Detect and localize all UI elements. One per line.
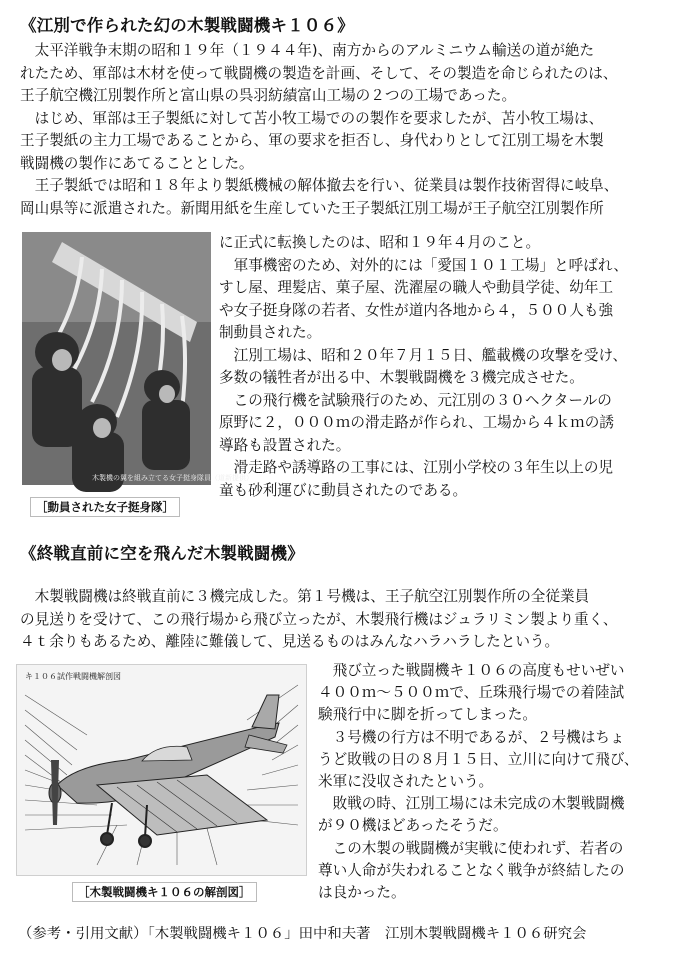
text-line: の見送りを受けて、この飛行場から飛び立ったが、木製飛行機はジュラリミン製より重く、 [20,610,618,628]
text-line: この飛行機を試験飛行のため、元江別の３０ヘクタールの [219,391,612,409]
text-line: 江別工場は、昭和２０年７月１５日、艦載機の攻撃を受け、 [219,346,628,364]
text-line: 王子製紙では昭和１８年より製紙機械の解体撤去を行い、従業員は製作技術習得に岐阜、 [20,177,619,194]
photo-caption: ［動員された女子挺身隊］ [30,497,180,517]
text-line: や女子挺身隊の若者、女性が道内各地から４，５００人も強 [219,301,614,319]
text-line: 太平洋戦争末期の昭和１９年（１９４４年)、南方からのアルミニウム輸送の道が絶た [20,42,595,59]
text-line: に正式に転換したのは、昭和１９年４月のこと。 [219,234,541,251]
section1-intro [20,40,618,220]
aircraft-cutaway-diagram [16,664,307,876]
text-line: 飛び立った戦闘機キ１０６の高度もせいぜい [318,662,625,679]
text-line: 岡山県等に派遣された。新聞用紙を生産していた王子製紙江別工場が王子航空江別製作所 [20,199,604,217]
text-line: は良かった。 [318,884,406,902]
text-line: 軍事機密のため、対外的には「愛国１０１工場」と呼ばれ、 [219,256,628,274]
text-line: ４００ｍ〜５００ｍで、丘珠飛行場での着陸試 [318,684,625,702]
text-line: が９０機ほどあったそうだ。 [318,817,508,835]
reference-citation: （参考・引用文献）「木製戦闘機キ１０６」田中和夫著 江別木製戦闘機キ１０６研究会 [18,926,587,942]
workers-photo [22,232,253,485]
text-line: この木製の戦闘機が実戦に使われず、若者の [318,839,624,857]
section1-side-text [219,232,628,502]
text-line: 敗戦の時、江別工場には未完成の木製戦闘機 [318,795,625,813]
text-line: 験飛行中に脚を折ってしまった。 [318,706,537,724]
text-line: 童も砂利運びに動員されたのである。 [219,481,468,499]
section2-intro [20,586,617,654]
text-line: 滑走路や誘導路の工事には、江別小学校の３年生以上の児 [219,459,614,476]
aircraft-cutaway-image [17,665,306,875]
photo-inline-caption: 木製機の翼を組み立てる女子挺身隊員（道新提供） [92,474,253,482]
text-line: 多数の犠牲者が出る中、木製戦闘機を３機完成させた。 [219,369,584,386]
diagram-caption: ［木製戦闘機キ１０６の解剖図］ [72,882,257,902]
text-line: すし屋、理髪店、菓子屋、洗濯屋の職人や動員学徒、幼年工 [219,279,614,296]
diagram-title: キ１０６試作戦闘機解剖図 [25,672,121,681]
text-line: うど敗戦の日の８月１５日、立川に向けて飛び、 [318,750,639,768]
text-line: 木製戦闘機は終戦直前に３機完成した。第１号機は、王子航空江別製作所の全従業員 [20,588,590,605]
section2-heading: 《終戦直前に空を飛んだ木製戦闘機》 [20,544,304,563]
text-line: 王子航空機江別製作所と富山県の呉羽紡績富山工場の２つの工場であった。 [20,87,517,104]
workers-photo-image [22,232,211,485]
section1-heading: 《江別で作られた幻の木製戦闘機キ１０６》 [20,16,354,35]
text-line: ３号機の行方は不明であるが、２号機はちょ [318,728,625,746]
text-line: はじめ、軍部は王子製紙に対して苫小牧工場でのの製作を要求したが、苫小牧工場は、 [20,109,604,127]
text-line: 米軍に没収されたという。 [318,773,494,791]
section2-side-text [318,660,638,904]
text-line: 制動員された。 [219,324,322,341]
text-line: 尊い人命が失われることなく戦争が終結したの [318,861,625,879]
text-line: 戦闘機の製作にあてることとした。 [20,154,254,172]
text-line: 王子製紙の主力工場であることから、軍の要求を拒否し、身代わりとして江別工場を木製 [20,132,604,149]
text-line: れたため、軍部は木材を使って戦闘機の製造を計画、そして、その製造を命じられたのは、 [20,64,618,82]
text-line: 原野に２，０００ｍの滑走路が作られ、工場から４ｋｍの誘 [219,414,614,431]
text-line: ４ｔ余りもあるため、離陸に難儀して、見送るものはみんなハラハラしたという。 [20,633,560,650]
text-line: 導路も設置された。 [219,436,351,454]
